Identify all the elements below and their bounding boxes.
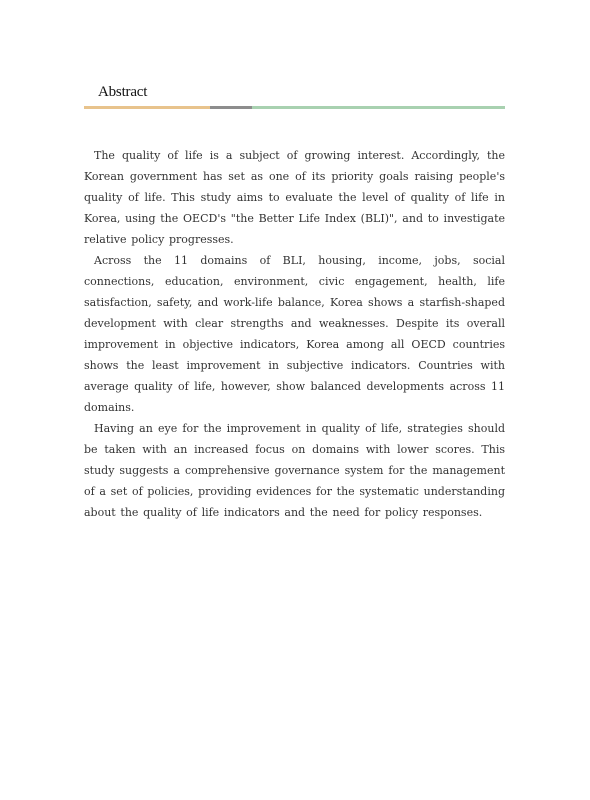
abstract-body [84,145,505,523]
heading-divider [84,106,505,109]
abstract-paragraph-1: The quality of life is a subject of growing interest. Accordingly, the Korean government has set as one of its priority goals raising people's quality of life. This study aims to evaluate the level of quality of life in Korea, using the OECD's "the Better Life Index (BLI)", and to investigate relative policy progresses. [84,149,505,246]
divider-segment-green [252,106,505,109]
abstract-paragraph-3: Having an eye for the improvement in quality of life, strategies should be taken with an increased focus on domains with lower scores. This study suggests a comprehensive governance system for the management of a set of policies, providing evidences for the systematic understanding about the quality of life indicators and the need for policy responses. [84,422,505,519]
abstract-paragraph-2: Across the 11 domains of BLI, housing, income, jobs, social connections, education, environment, civic engagement, health, life satisfaction, safety, and work-life balance, Korea shows a starfish-shaped development with clear strengths and weaknesses. Despite its overall improvement in objective indicators, Korea among all OECD countries shows the least improvement in subjective indicators. Countries with average quality of life, however, show balanced developments across 11 domains. [84,254,505,414]
divider-segment-tan [84,106,210,109]
abstract-heading: Abstract [98,84,148,100]
divider-segment-gray [210,106,252,109]
